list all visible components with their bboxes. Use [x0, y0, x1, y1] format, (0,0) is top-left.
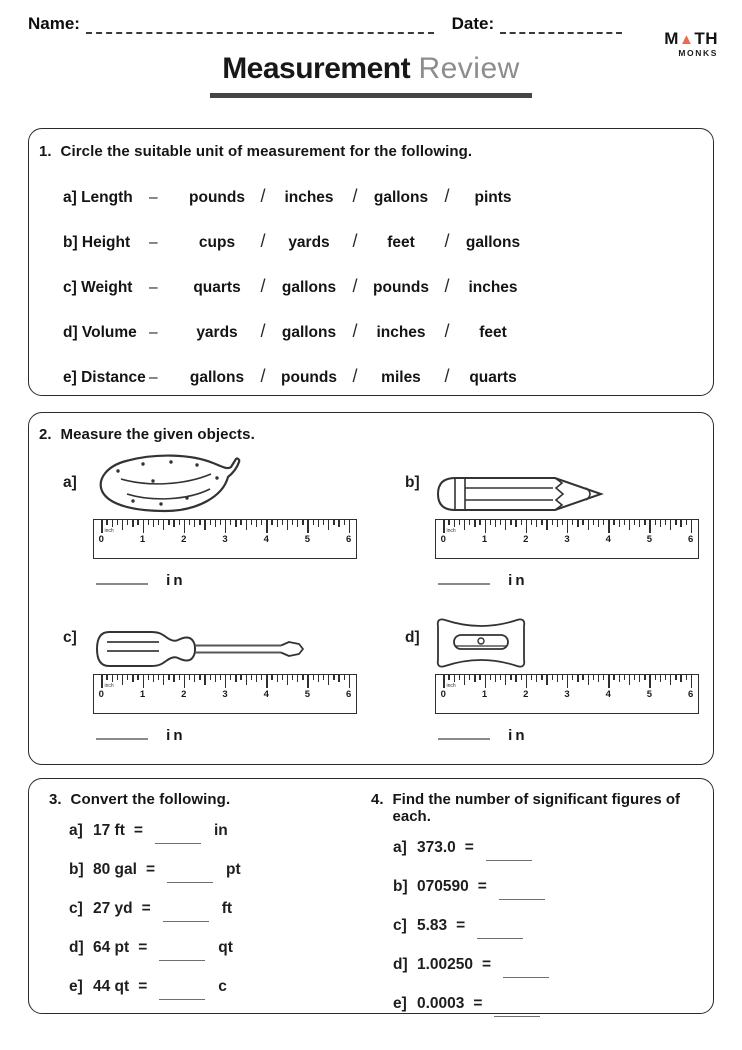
unit-label: pt	[226, 861, 241, 878]
date-blank-line	[500, 14, 622, 34]
unit-option: quarts	[469, 369, 517, 386]
object-row	[63, 604, 405, 672]
unit-label: in	[166, 572, 186, 589]
option-separator: /	[352, 231, 358, 251]
unit-option: quarts	[193, 279, 241, 296]
title-underline	[210, 93, 532, 98]
item-label: b] Height	[63, 234, 131, 251]
item-label: c] Weight	[63, 279, 133, 296]
section-2-box	[28, 412, 714, 765]
sigfig-row	[393, 956, 713, 976]
unit-option: gallons	[281, 324, 337, 341]
item-label: b]	[405, 474, 420, 491]
unit-option: gallons	[465, 234, 521, 251]
item-label: b]	[69, 861, 84, 878]
section-3-heading	[49, 791, 371, 808]
logo-wordmark	[664, 30, 718, 47]
unit-choice-row	[63, 276, 703, 296]
item-label: d] Volume	[63, 324, 137, 341]
unit-label: in	[213, 822, 228, 839]
unit-option: pounds	[281, 369, 337, 386]
option-separator: /	[260, 276, 266, 296]
measure-item-c	[63, 604, 405, 749]
unit-choice-row	[63, 231, 703, 251]
conversion-row	[69, 939, 371, 959]
measure-item-b	[405, 449, 703, 594]
sigfig-row	[393, 917, 713, 937]
unit-option: pounds	[373, 279, 429, 296]
unit-choice-list	[39, 186, 703, 386]
item-label: c]	[63, 629, 77, 646]
unit-option: yards	[196, 324, 238, 341]
unit-choice-row	[63, 321, 703, 341]
option-separator: /	[352, 276, 358, 296]
unit-label: qt	[218, 939, 233, 956]
conversion-row	[69, 978, 371, 998]
unit-label: c	[218, 978, 227, 995]
cucumber-image	[93, 451, 241, 517]
unit-option: feet	[387, 234, 415, 251]
unit-label: in	[508, 572, 528, 589]
number-value: 373.0	[417, 839, 456, 856]
section-1-heading	[39, 143, 703, 160]
item-label: c]	[393, 917, 407, 934]
object-row	[405, 604, 703, 672]
equals-sign: =	[477, 878, 487, 895]
sigfig-row	[393, 839, 713, 859]
unit-option: gallons	[189, 369, 245, 386]
logo-subtitle: MONKS	[678, 48, 718, 58]
dash: –	[149, 189, 158, 206]
section-title: Circle the suitable unit of measurement for the following.	[60, 143, 473, 160]
conversion-row	[69, 861, 371, 881]
unit-option: pints	[474, 189, 512, 206]
option-separator: /	[444, 231, 450, 251]
title-sub: Review	[418, 52, 520, 85]
dash: –	[149, 279, 158, 296]
answer-row	[96, 727, 405, 749]
logo-text-end: TH	[694, 29, 718, 48]
section-3-column	[39, 791, 371, 1013]
section-number: 1.	[39, 143, 52, 160]
name-blank-line	[86, 14, 434, 34]
option-separator: /	[444, 276, 450, 296]
unit-option: miles	[381, 369, 421, 386]
item-label: b]	[393, 878, 408, 895]
section-title: Convert the following.	[70, 791, 231, 808]
title-main: Measurement	[222, 52, 411, 85]
item-label: d]	[69, 939, 84, 956]
option-separator: /	[260, 321, 266, 341]
answer-blank	[494, 1005, 540, 1017]
unit-option: yards	[288, 234, 330, 251]
section-4-column	[371, 791, 713, 1013]
equals-sign: =	[456, 917, 466, 934]
sigfig-row	[393, 995, 713, 1015]
answer-blank	[163, 910, 209, 922]
item-label: e]	[393, 995, 407, 1012]
equals-sign: =	[138, 939, 148, 956]
dash: –	[149, 234, 158, 251]
option-separator: /	[260, 366, 266, 386]
answer-blank	[438, 573, 490, 585]
item-label: a]	[393, 839, 407, 856]
inch-ruler: 0 1 2 3 4 5 6 inch	[93, 674, 357, 714]
answer-blank	[96, 728, 148, 740]
section-number: 4.	[371, 791, 384, 808]
option-separator: /	[352, 186, 358, 206]
option-separator: /	[352, 366, 358, 386]
date-label: Date:	[451, 14, 495, 33]
equals-sign: =	[133, 822, 143, 839]
screwdriver-image	[93, 628, 305, 670]
triangle-icon: ▲	[678, 31, 695, 48]
option-separator: /	[352, 321, 358, 341]
unit-choice-row	[63, 366, 703, 386]
equals-sign: =	[145, 861, 156, 878]
header	[28, 14, 622, 34]
unit-label: in	[166, 727, 186, 744]
item-label: a]	[69, 822, 83, 839]
sharpener-image	[435, 616, 527, 670]
answer-blank	[499, 888, 545, 900]
quantity: 17 ft	[93, 822, 125, 839]
option-separator: /	[444, 366, 450, 386]
answer-blank	[167, 871, 213, 883]
item-label: a]	[63, 474, 77, 491]
name-label: Name:	[28, 14, 80, 33]
item-label: e]	[69, 978, 83, 995]
equals-sign: =	[482, 956, 492, 973]
answer-row	[96, 572, 405, 594]
dash: –	[149, 324, 158, 341]
answer-blank	[438, 728, 490, 740]
pencil-image	[435, 475, 607, 513]
unit-option: inches	[284, 189, 334, 206]
number-value: 5.83	[417, 917, 448, 934]
dash: –	[149, 369, 158, 386]
quantity: 80 gal	[93, 861, 137, 878]
quantity: 44 qt	[93, 978, 130, 995]
equals-sign: =	[473, 995, 483, 1012]
answer-blank	[159, 949, 205, 961]
equals-sign: =	[141, 900, 151, 917]
section-1-box	[28, 128, 714, 396]
unit-option: inches	[468, 279, 518, 296]
option-separator: /	[444, 186, 450, 206]
measure-grid	[39, 449, 703, 749]
item-label: c]	[69, 900, 83, 917]
answer-blank	[155, 832, 201, 844]
object-row	[63, 449, 405, 517]
item-label: d]	[405, 629, 420, 646]
inch-ruler: 0 1 2 3 4 5 6 inch	[435, 519, 699, 559]
section-4-heading	[371, 791, 713, 825]
number-value: 070590	[417, 878, 469, 895]
unit-option: gallons	[281, 279, 337, 296]
equals-sign: =	[464, 839, 474, 856]
answer-row	[438, 572, 703, 594]
unit-option: cups	[198, 234, 236, 251]
unit-option: gallons	[373, 189, 429, 206]
object-row	[405, 449, 703, 517]
conversion-row	[69, 822, 371, 842]
option-separator: /	[260, 186, 266, 206]
item-label: e] Distance	[63, 369, 146, 386]
conversion-list	[49, 822, 371, 998]
section-title: Find the number of significant figures of each.	[392, 791, 681, 825]
option-separator: /	[444, 321, 450, 341]
number-value: 1.00250	[417, 956, 474, 973]
unit-option: inches	[376, 324, 426, 341]
unit-choice-row	[63, 186, 703, 206]
section-3-4-box	[28, 778, 714, 1014]
page-title	[0, 52, 742, 86]
quantity: 64 pt	[93, 939, 130, 956]
answer-blank	[503, 966, 549, 978]
option-separator: /	[260, 231, 266, 251]
inch-ruler: 0 1 2 3 4 5 6 inch	[435, 674, 699, 714]
answer-blank	[486, 849, 532, 861]
sigfig-list	[371, 839, 713, 1015]
answer-blank	[159, 988, 205, 1000]
equals-sign: =	[138, 978, 148, 995]
unit-label: ft	[221, 900, 233, 917]
measure-item-a	[63, 449, 405, 594]
conversion-row	[69, 900, 371, 920]
answer-blank	[96, 573, 148, 585]
item-label: a] Length	[63, 189, 133, 206]
measure-item-d	[405, 604, 703, 749]
logo-text-start: M	[664, 29, 679, 48]
answer-row	[438, 727, 703, 749]
section-2-heading	[39, 426, 703, 443]
number-value: 0.0003	[417, 995, 465, 1012]
item-label: d]	[393, 956, 408, 973]
answer-blank	[477, 927, 523, 939]
unit-option: feet	[479, 324, 507, 341]
sigfig-row	[393, 878, 713, 898]
unit-option: pounds	[189, 189, 245, 206]
section-title: Measure the given objects.	[60, 426, 255, 443]
section-number: 2.	[39, 426, 52, 443]
section-number: 3.	[49, 791, 62, 808]
unit-label: in	[508, 727, 528, 744]
quantity: 27 yd	[93, 900, 133, 917]
inch-ruler: 0 1 2 3 4 5 6 inch	[93, 519, 357, 559]
